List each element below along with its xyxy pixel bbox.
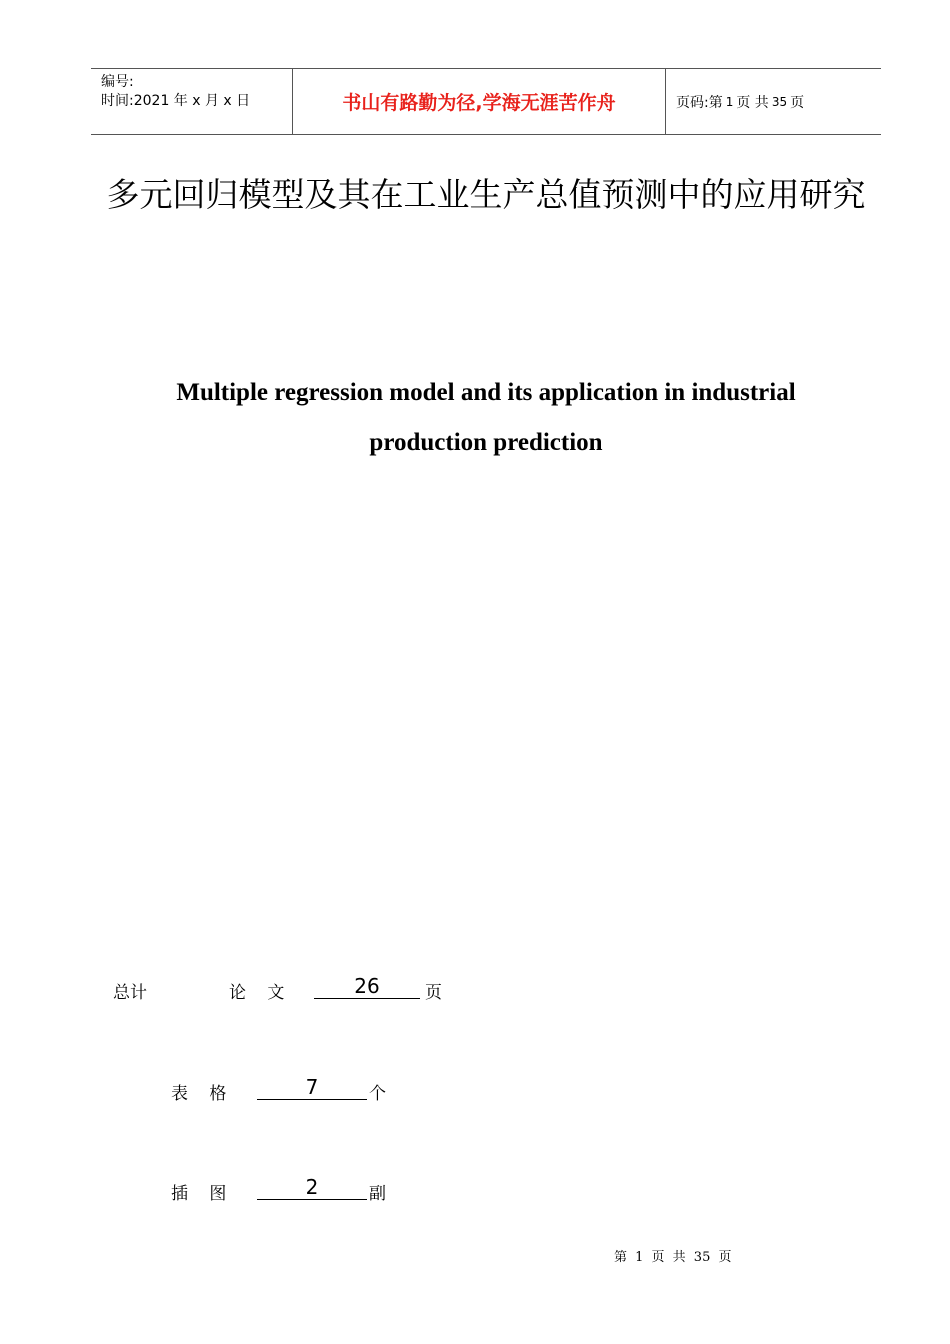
table-unit: 个 (369, 1084, 386, 1104)
table-count (257, 1075, 367, 1101)
page-footer: 第 1 页 共 35 页 (614, 1250, 732, 1265)
english-title-line-2: production prediction (369, 429, 603, 456)
page-total: 35 (771, 94, 788, 109)
paper-count-value: 26 (314, 974, 420, 999)
page-suffix: 页 (790, 94, 805, 111)
english-title (95, 368, 877, 468)
table-label: 表 格 (171, 1084, 227, 1104)
header-meta (91, 69, 293, 134)
page-current: 1 (725, 94, 734, 109)
page-header (91, 68, 881, 135)
total-label: 总计 (113, 983, 147, 1003)
paper-unit: 页 (425, 983, 442, 1003)
figure-label: 插 图 (171, 1184, 227, 1204)
document-date: 时间:2021 年 x 月 x 日 (101, 93, 251, 109)
table-count-value: 7 (257, 1075, 367, 1100)
figure-count (257, 1175, 367, 1201)
page-prefix: 页码:第 (676, 94, 723, 111)
figure-count-value: 2 (257, 1175, 367, 1200)
english-title-line-1: Multiple regression model and its application in industrial (176, 379, 796, 406)
document-number-label: 编号: (101, 74, 134, 90)
header-motto: 书山有路勤为径,学海无涯苦作舟 (293, 69, 666, 134)
paper-label: 论 文 (229, 983, 285, 1003)
document-title: 多元回归模型及其在工业生产总值预测中的应用研究 (106, 175, 866, 214)
figure-unit: 副 (369, 1184, 386, 1204)
header-page-info (666, 69, 881, 134)
page-mid: 页 共 (736, 94, 769, 111)
paper-count (314, 974, 420, 1000)
